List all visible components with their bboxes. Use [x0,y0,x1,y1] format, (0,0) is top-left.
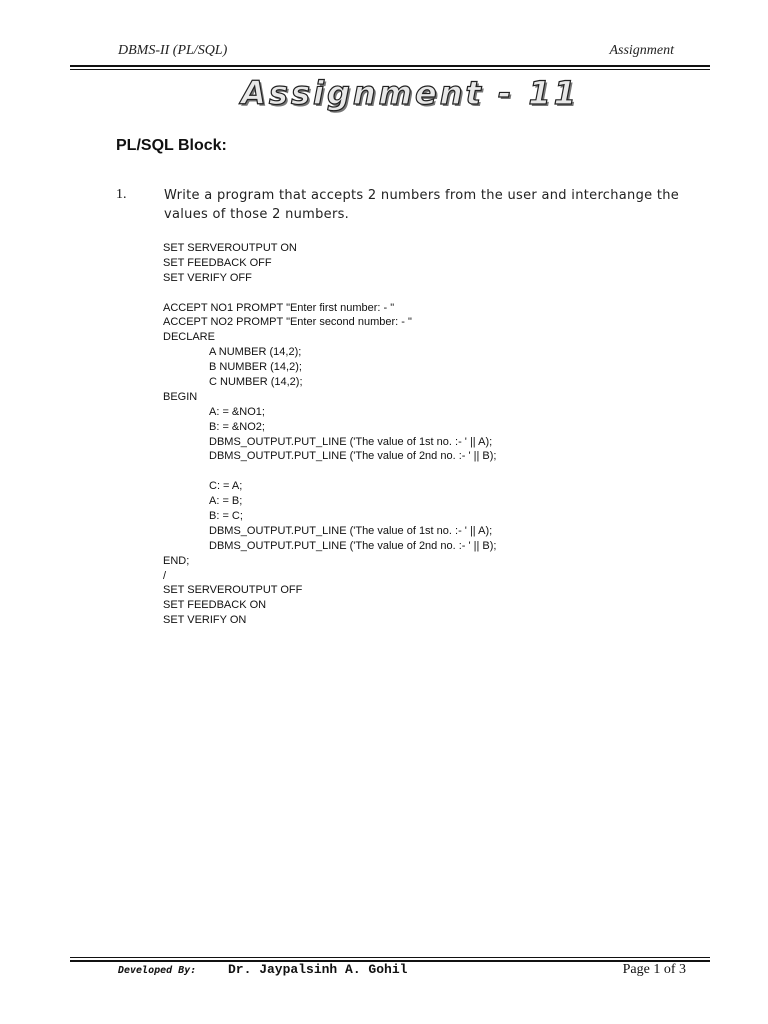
code-line: B: = C; [209,510,243,523]
code-line: SET FEEDBACK ON [163,599,267,612]
code-line: SET SERVEROUTPUT ON [163,242,297,254]
footer-author: Dr. Jaypalsinh A. Gohil [228,962,408,977]
assignment-title: Assignment - 11 [241,74,579,112]
code-blank-line [163,464,496,479]
header-course: DBMS-II (PL/SQL) [118,43,228,58]
footer-rule-thin [70,957,710,958]
code-line: C: = A; [209,480,243,493]
header-rule-thin [70,69,710,70]
code-line: DBMS_OUTPUT.PUT_LINE ('The value of 1st no. :- ' || A); [209,524,493,537]
code-line: ACCEPT NO2 PROMPT "Enter second number: - " [163,316,412,329]
code-line: BEGIN [163,390,198,403]
code-line: SET FEEDBACK OFF [163,256,272,269]
code-line: END; [163,554,190,567]
section-heading: PL/SQL Block: [116,137,227,154]
header-rule-thick [70,65,710,67]
code-line: B: = &NO2; [209,420,265,433]
code-line: ACCEPT NO1 PROMPT "Enter first number: - " [163,301,395,314]
code-line: B NUMBER (14,2); [209,361,302,374]
question-text: Write a program that accepts 2 numbers from the user and interchange the values of those 2 numbers. [164,188,680,222]
code-line: SET VERIFY OFF [163,271,252,284]
code-line: A: = &NO1; [209,405,265,418]
footer-developed-by: Developed By: [118,965,197,976]
code-line: DBMS_OUTPUT.PUT_LINE ('The value of 1st no. :- ' || A); [209,435,493,448]
code-blank-line [163,286,496,301]
code-line: DBMS_OUTPUT.PUT_LINE ('The value of 2nd no. :- ' || B); [209,539,497,552]
code-block [163,241,496,628]
code-line: DBMS_OUTPUT.PUT_LINE ('The value of 2nd no. :- ' || B); [209,450,497,463]
code-line: SET SERVEROUTPUT OFF [163,584,303,597]
code-line: C NUMBER (14,2); [209,376,303,389]
code-line: / [163,569,167,582]
code-line: A: = B; [209,495,243,508]
code-line: SET VERIFY ON [163,614,247,627]
question-number: 1. [116,187,127,202]
code-line: A NUMBER (14,2); [209,346,302,359]
header-type: Assignment [609,43,674,58]
code-line: DECLARE [163,331,215,344]
footer-page-number: Page 1 of 3 [622,962,686,977]
